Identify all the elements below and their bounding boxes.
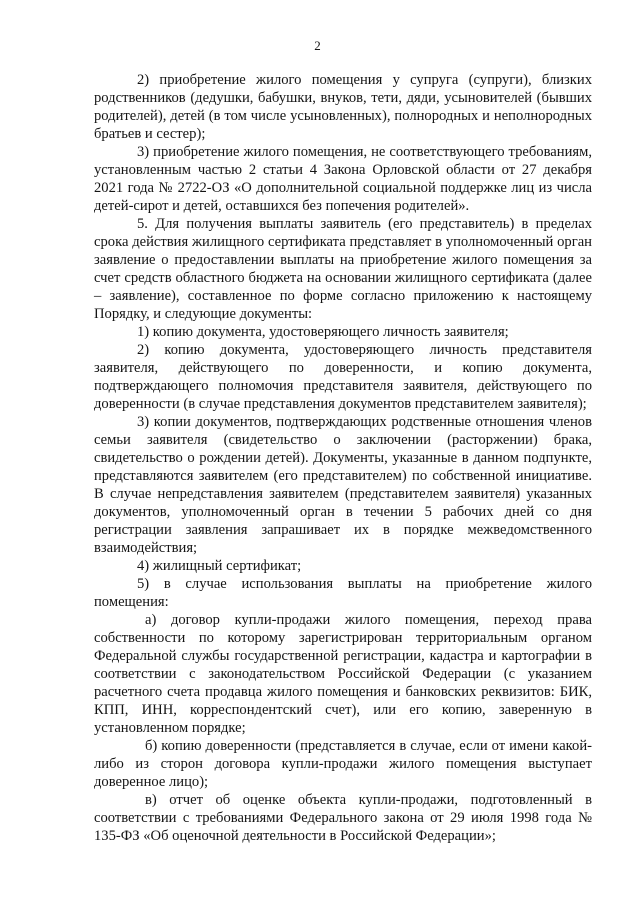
page-number: 2 <box>314 38 321 53</box>
paragraph-section-5: 5. Для получения выплаты заявитель (его представитель) в пределах срока действия жилищного сертификата представляет в уполномоченный орган заявление о предоставлении выплаты на приобретение жилого помещения за счет средств областного бюджета на основании жилищного сертификата (далее – заявление), составленное по форме согласно приложению к настоящему Порядку, и следующие документы: <box>94 216 592 322</box>
paragraph-doc-4-housing-certificate: 4) жилищный сертификат; <box>137 558 302 574</box>
paragraph-doc-3-family-documents: 3) копии документов, подтверждающих родственные отношения членов семьи заявителя (свидетельство о заключении (расторжении) брака, свидетельство о рождении детей). Документы, указанные в данном подпункте, представляются заявителем (его представителем) по собственной инициативе. В случае непредставления заявителем (представителем заявителя) указанных документов, уполномоченный орган в течении 5 рабочих дней со дня регистрации заявления запрашивает их в порядке межведомственного взаимодействия; <box>94 414 592 556</box>
paragraph-doc-1-applicant-id: 1) копию документа, удостоверяющего личность заявителя; <box>137 324 509 340</box>
paragraph-item-3-requirements: 3) приобретение жилого помещения, не соответствующего требованиям, установленным частью 2 статьи 4 Закона Орловской области от 27 декабря 2021 года № 2722-ОЗ «О дополнительной социальной поддержке лиц из числа детей-сирот и детей, оставшихся без попечения родителей». <box>94 144 592 214</box>
paragraph-doc-5-purchase-case: 5) в случае использования выплаты на приобретение жилого помещения: <box>94 576 592 610</box>
paragraph-item-2-relatives: 2) приобретение жилого помещения у супруга (супруги), близких родственников (дедушки, бабушки, внуков, тети, дяди, усыновителей (бывших родителей), детей (в том числе усыновленных), полнородных и неполнородных братьев и сестер); <box>94 72 592 142</box>
paragraph-sub-a-sale-contract: а) договор купли-продажи жилого помещения, переход права собственности по которому зарегистрирован территориальным органом Федеральной службы государственной регистрации, кадастра и картографии в соответствии с законодательством Российской Федерации (с указанием расчетного счета продавца жилого помещения и банковских реквизитов: БИК, КПП, ИНН, корреспондентский счет), или его копию, заверенную в установленном порядке; <box>94 612 592 736</box>
document-body <box>94 71 592 845</box>
paragraph-sub-v-valuation-report: в) отчет об оценке объекта купли-продажи, подготовленный в соответствии с требованиями Федерального закона от 29 июля 1998 года № 135-ФЗ «Об оценочной деятельности в Российской Федерации»; <box>94 792 592 844</box>
paragraph-doc-2-representative-id: 2) копию документа, удостоверяющего личность представителя заявителя, действующего по доверенности, и копию документа, подтверждающего полномочия представителя заявителя, действующего по доверенности (в случае представления документов представителем заявителя); <box>94 342 592 412</box>
paragraph-sub-b-power-of-attorney: б) копию доверенности (представляется в случае, если от имени какой-либо из сторон договора купли-продажи жилого помещения выступает доверенное лицо); <box>94 738 592 790</box>
